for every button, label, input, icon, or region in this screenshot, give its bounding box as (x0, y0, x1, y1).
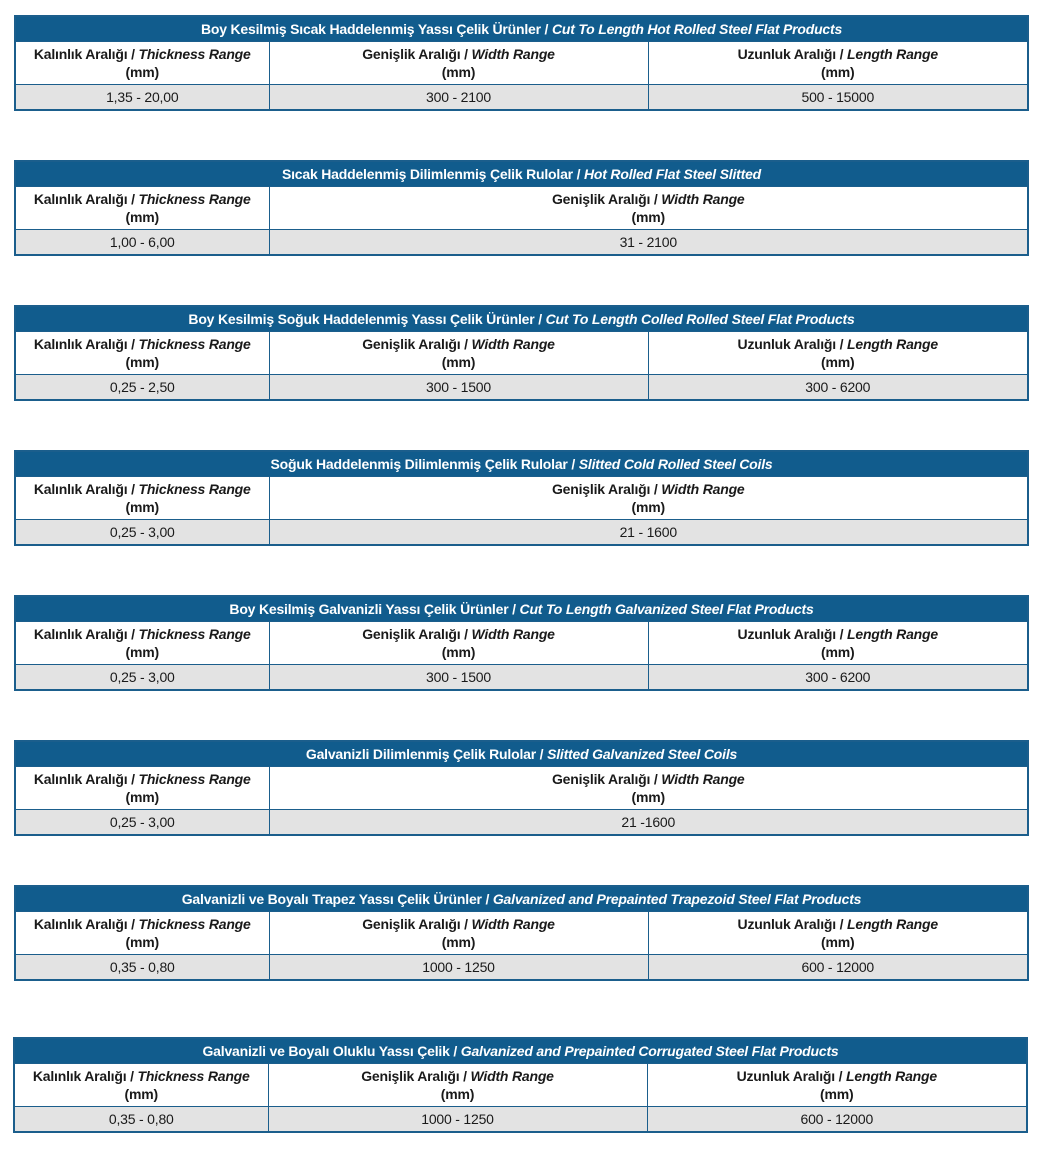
width-header: Genişlik Aralığı / Width Range (mm) (269, 187, 1028, 230)
table-title: Soğuk Haddelenmiş Dilimlenmiş Çelik Rulolar / Slitted Cold Rolled Steel Coils (15, 451, 1028, 477)
width-header: Genişlik Aralığı / Width Range (mm) (268, 1064, 647, 1107)
thickness-header: Kalınlık Aralığı / Thickness Range (mm) (15, 912, 269, 955)
spec-table-galvanized-slitted (14, 740, 1029, 836)
width-header: Genişlik Aralığı / Width Range (mm) (269, 332, 648, 375)
width-header: Genişlik Aralığı / Width Range (mm) (269, 767, 1028, 810)
table-title: Galvanizli ve Boyalı Oluklu Yassı Çelik / Galvanized and Prepainted Corrugated Steel Flat Products (14, 1038, 1027, 1064)
length-header: Uzunluk Aralığı / Length Range (mm) (648, 912, 1028, 955)
thickness-header: Kalınlık Aralığı / Thickness Range (mm) (14, 1064, 268, 1107)
spec-table-corrugated (13, 1037, 1028, 1133)
thickness-value: 1,35 - 20,00 (15, 85, 269, 111)
thickness-value: 0,25 - 3,00 (15, 665, 269, 691)
width-value: 300 - 2100 (269, 85, 648, 111)
table-title: Sıcak Haddelenmiş Dilimlenmiş Çelik Rulolar / Hot Rolled Flat Steel Slitted (15, 161, 1028, 187)
thickness-header: Kalınlık Aralığı / Thickness Range (mm) (15, 42, 269, 85)
width-value: 300 - 1500 (269, 665, 648, 691)
width-header: Genişlik Aralığı / Width Range (mm) (269, 477, 1028, 520)
length-value: 300 - 6200 (648, 665, 1028, 691)
length-value: 300 - 6200 (648, 375, 1028, 401)
width-value: 21 -1600 (269, 810, 1028, 836)
thickness-header: Kalınlık Aralığı / Thickness Range (mm) (15, 622, 269, 665)
thickness-header: Kalınlık Aralığı / Thickness Range (mm) (15, 187, 269, 230)
width-header: Genişlik Aralığı / Width Range (mm) (269, 912, 648, 955)
width-value: 1000 - 1250 (268, 1107, 647, 1133)
length-value: 600 - 12000 (647, 1107, 1027, 1133)
width-value: 1000 - 1250 (269, 955, 648, 981)
table-title: Boy Kesilmiş Soğuk Haddelenmiş Yassı Çelik Ürünler / Cut To Length Colled Rolled Steel Flat Products (15, 306, 1028, 332)
width-value: 31 - 2100 (269, 230, 1028, 256)
length-header: Uzunluk Aralığı / Length Range (mm) (648, 42, 1028, 85)
table-title: Boy Kesilmiş Galvanizli Yassı Çelik Ürünler / Cut To Length Galvanized Steel Flat Products (15, 596, 1028, 622)
width-value: 300 - 1500 (269, 375, 648, 401)
spec-table-galvanized-cut-to-length (14, 595, 1029, 691)
spec-table-trapezoid (14, 885, 1029, 981)
length-value: 500 - 15000 (648, 85, 1028, 111)
table-title: Galvanizli ve Boyalı Trapez Yassı Çelik Ürünler / Galvanized and Prepainted Trapezoid Steel Flat Products (15, 886, 1028, 912)
table-title: Galvanizli Dilimlenmiş Çelik Rulolar / Slitted Galvanized Steel Coils (15, 741, 1028, 767)
thickness-value: 0,25 - 3,00 (15, 520, 269, 546)
thickness-header: Kalınlık Aralığı / Thickness Range (mm) (15, 767, 269, 810)
length-header: Uzunluk Aralığı / Length Range (mm) (647, 1064, 1027, 1107)
spec-table-cold-rolled-cut-to-length (14, 305, 1029, 401)
spec-table-hot-rolled-cut-to-length (14, 15, 1029, 111)
length-value: 600 - 12000 (648, 955, 1028, 981)
thickness-value: 1,00 - 6,00 (15, 230, 269, 256)
table-title: Boy Kesilmiş Sıcak Haddelenmiş Yassı Çelik Ürünler / Cut To Length Hot Rolled Steel Flat Products (15, 16, 1028, 42)
width-header: Genişlik Aralığı / Width Range (mm) (269, 622, 648, 665)
length-header: Uzunluk Aralığı / Length Range (mm) (648, 332, 1028, 375)
width-header: Genişlik Aralığı / Width Range (mm) (269, 42, 648, 85)
thickness-value: 0,35 - 0,80 (15, 955, 269, 981)
thickness-header: Kalınlık Aralığı / Thickness Range (mm) (15, 332, 269, 375)
thickness-value: 0,25 - 3,00 (15, 810, 269, 836)
width-value: 21 - 1600 (269, 520, 1028, 546)
thickness-value: 0,35 - 0,80 (14, 1107, 268, 1133)
spec-table-cold-rolled-slitted (14, 450, 1029, 546)
thickness-header: Kalınlık Aralığı / Thickness Range (mm) (15, 477, 269, 520)
thickness-value: 0,25 - 2,50 (15, 375, 269, 401)
spec-table-hot-rolled-slitted (14, 160, 1029, 256)
length-header: Uzunluk Aralığı / Length Range (mm) (648, 622, 1028, 665)
